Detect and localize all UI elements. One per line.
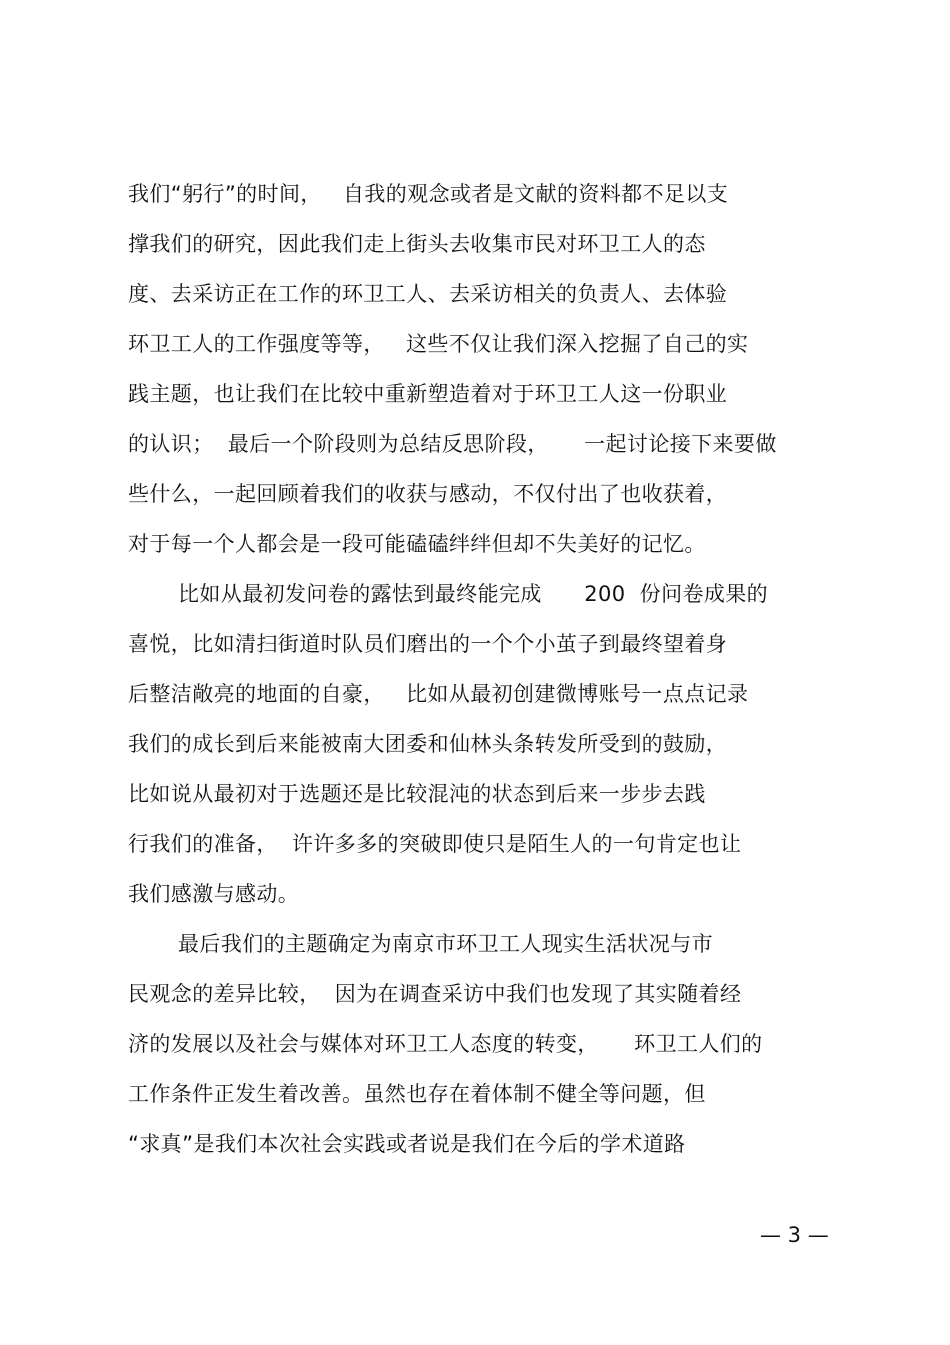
text-line: 度、去采访正在工作的环卫工人、去采访相关的负责人、去体验 xyxy=(128,282,728,306)
text-line: 比如说从最初对于选题还是比较混沌的状态到后来一步步去践 xyxy=(128,782,706,806)
text-line: “求真”是我们本次社会实践或者说是我们在今后的学术道路 xyxy=(128,1132,686,1156)
text-line: 践主题，也让我们在比较中重新塑造着对于环卫工人这一份职业 xyxy=(128,382,728,406)
text-line: 环卫工人的工作强度等等， 这些不仅让我们深入挖掘了自己的实 xyxy=(128,332,749,356)
text-line: 工作条件正发生着改善。虽然也存在着体制不健全等问题，但 xyxy=(128,1082,706,1106)
text-line: 些什么，一起回顾着我们的收获与感动，不仅付出了也收获着， xyxy=(128,482,728,506)
text-line: 对于每一个人都会是一段可能磕磕绊绊但却不失美好的记忆。 xyxy=(128,532,706,556)
text-line: 后整洁敞亮的地面的自豪， 比如从最初创建微博账号一点点记录 xyxy=(128,682,749,706)
text-line: 行我们的准备， 许许多多的突破即使只是陌生人的一句肯定也让 xyxy=(128,832,742,856)
text-line: 喜悦，比如清扫街道时队员们磨出的一个个小茧子到最终望着身 xyxy=(128,632,728,656)
paragraph-first-line: 最后我们的主题确定为南京市环卫工人现实生活状况与市 xyxy=(178,932,713,956)
text-line: 的认识； 最后一个阶段则为总结反思阶段， 一起讨论接下来要做 xyxy=(128,432,777,456)
text-line: 我们感激与感动。 xyxy=(128,882,300,906)
text-line: 我们的成长到后来能被南大团委和仙林头条转发所受到的鼓励， xyxy=(128,732,728,756)
paragraph-first-line: 比如从最初发问卷的露怯到最终能完成 200 份问卷成果的 xyxy=(178,582,769,606)
text-line: 撑我们的研究，因此我们走上街头去收集市民对环卫工人的态 xyxy=(128,232,706,256)
page-number: — 3 — xyxy=(760,1223,829,1247)
text-line: 济的发展以及社会与媒体对环卫工人态度的转变， 环卫工人们的 xyxy=(128,1032,763,1056)
text-line: 我们“躬行”的时间， 自我的观念或者是文献的资料都不足以支 xyxy=(128,182,729,206)
text-line: 民观念的差异比较， 因为在调查采访中我们也发现了其实随着经 xyxy=(128,982,742,1006)
